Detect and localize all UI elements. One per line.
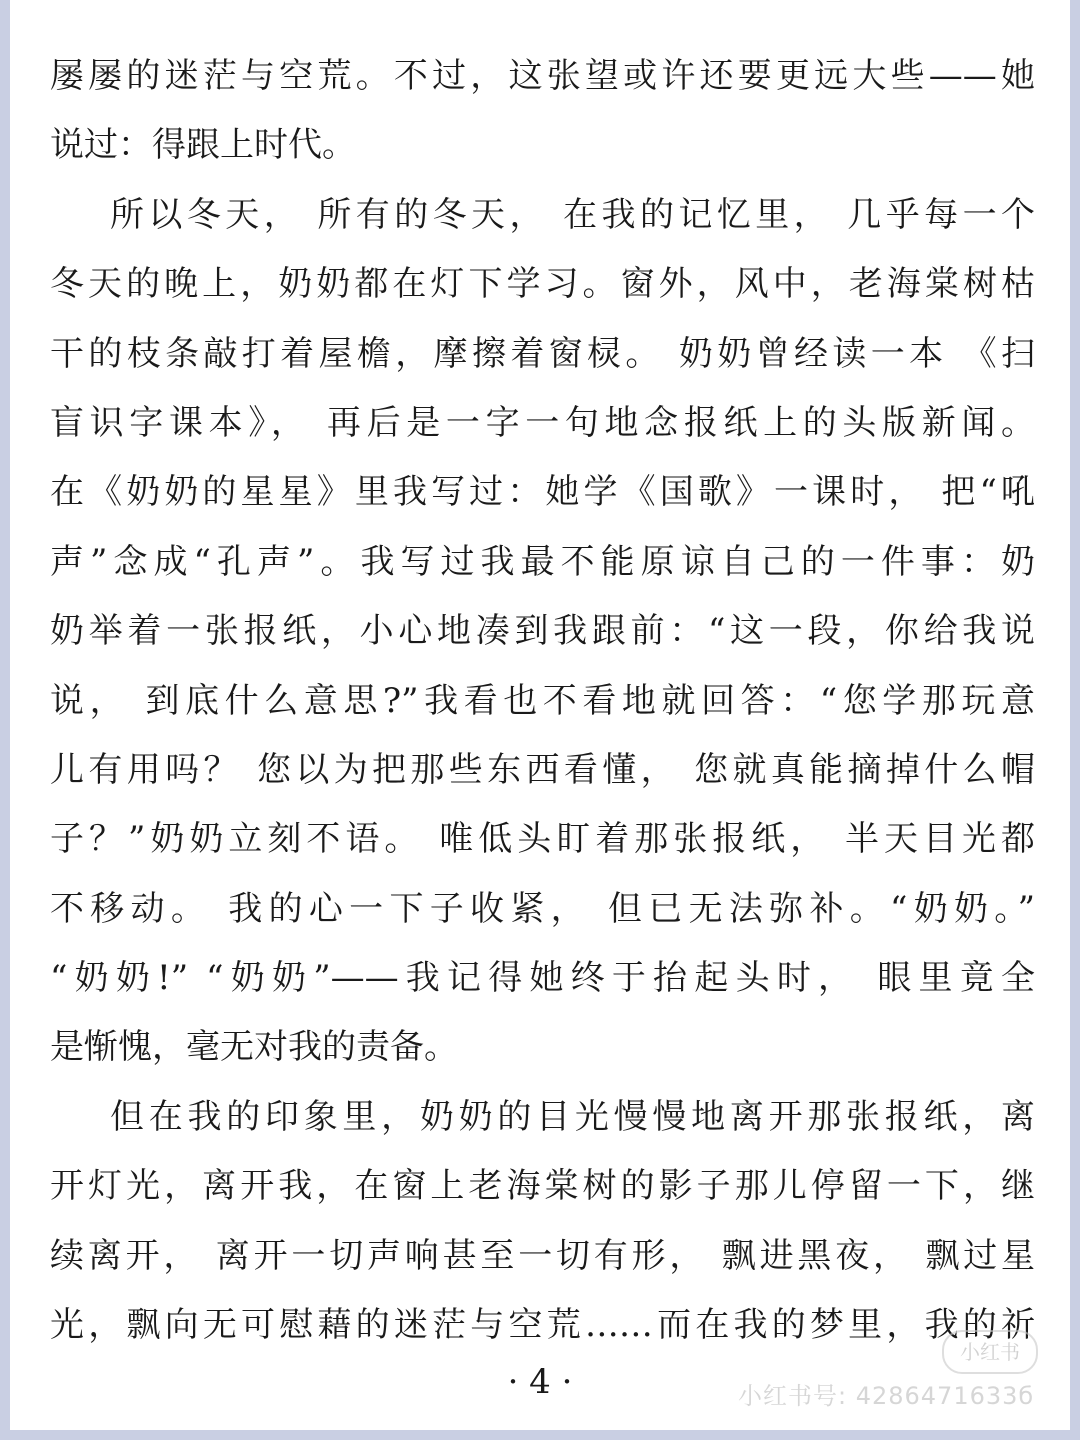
text-line-10: 说， 到底什么意思?”我看也不看地就回答：“您学那玩意 [50,680,1035,721]
text-line-13: 不移动。 我的心一下子收紧， 但已无法弥补。“奶奶。” [50,888,1035,929]
text-line-4: 冬天的晚上，奶奶都在灯下学习。窗外，风中，老海棠树枯 [50,264,1035,305]
watermark-logo: 小红书 [942,1330,1038,1374]
body-text [50,42,1035,1360]
text-line-16: 但在我的印象里，奶奶的目光慢慢地离开那张报纸，离 [110,1096,1035,1137]
document-page [10,0,1070,1430]
text-line-9: 奶举着一张报纸，小心地凑到我跟前：“这一段，你给我说 [50,611,1035,652]
text-line-5: 干的枝条敲打着屋檐，摩擦着窗棂。 奶奶曾经读一本 《扫 [50,333,1035,374]
text-line-12: 子？”奶奶立刻不语。 唯低头盯着那张报纸， 半天目光都 [50,819,1035,860]
text-line-15: 是惭愧，毫无对我的责备。 [50,1027,458,1068]
text-line-11: 儿有用吗？ 您以为把那些东西看懂， 您就真能摘掉什么帽 [50,749,1035,790]
text-line-19: 光，飘向无可慰藉的迷茫与空荒……而在我的梦里，我的祈 [50,1305,1035,1346]
text-line-18: 续离开， 离开一切声响甚至一切有形， 飘进黑夜， 飘过星 [50,1235,1035,1276]
text-line-6: 盲识字课本》， 再后是一字一句地念报纸上的头版新闻。 [50,402,1035,443]
text-line-8: 声”念成“孔声”。我写过我最不能原谅自己的一件事：奶 [50,541,1035,582]
text-line-1: 屡屡的迷茫与空荒。不过，这张望或许还要更远大些——她 [50,56,1035,96]
text-line-14: “奶奶!” “奶奶”——我记得她终于抬起头时， 眼里竟全 [50,958,1035,999]
page-number: · 4 · [507,1362,573,1402]
text-line-7: 在《奶奶的星星》里我写过：她学《国歌》一课时， 把“吼 [50,472,1035,513]
text-line-3: 所以冬天， 所有的冬天， 在我的记忆里， 几乎每一个 [110,194,1035,235]
text-line-17: 开灯光，离开我，在窗上老海棠树的影子那儿停留一下，继 [50,1166,1035,1207]
text-line-2: 说过：得跟上时代。 [50,125,356,166]
watermark-text: 小红书号: 4286471633б [738,1382,1035,1410]
